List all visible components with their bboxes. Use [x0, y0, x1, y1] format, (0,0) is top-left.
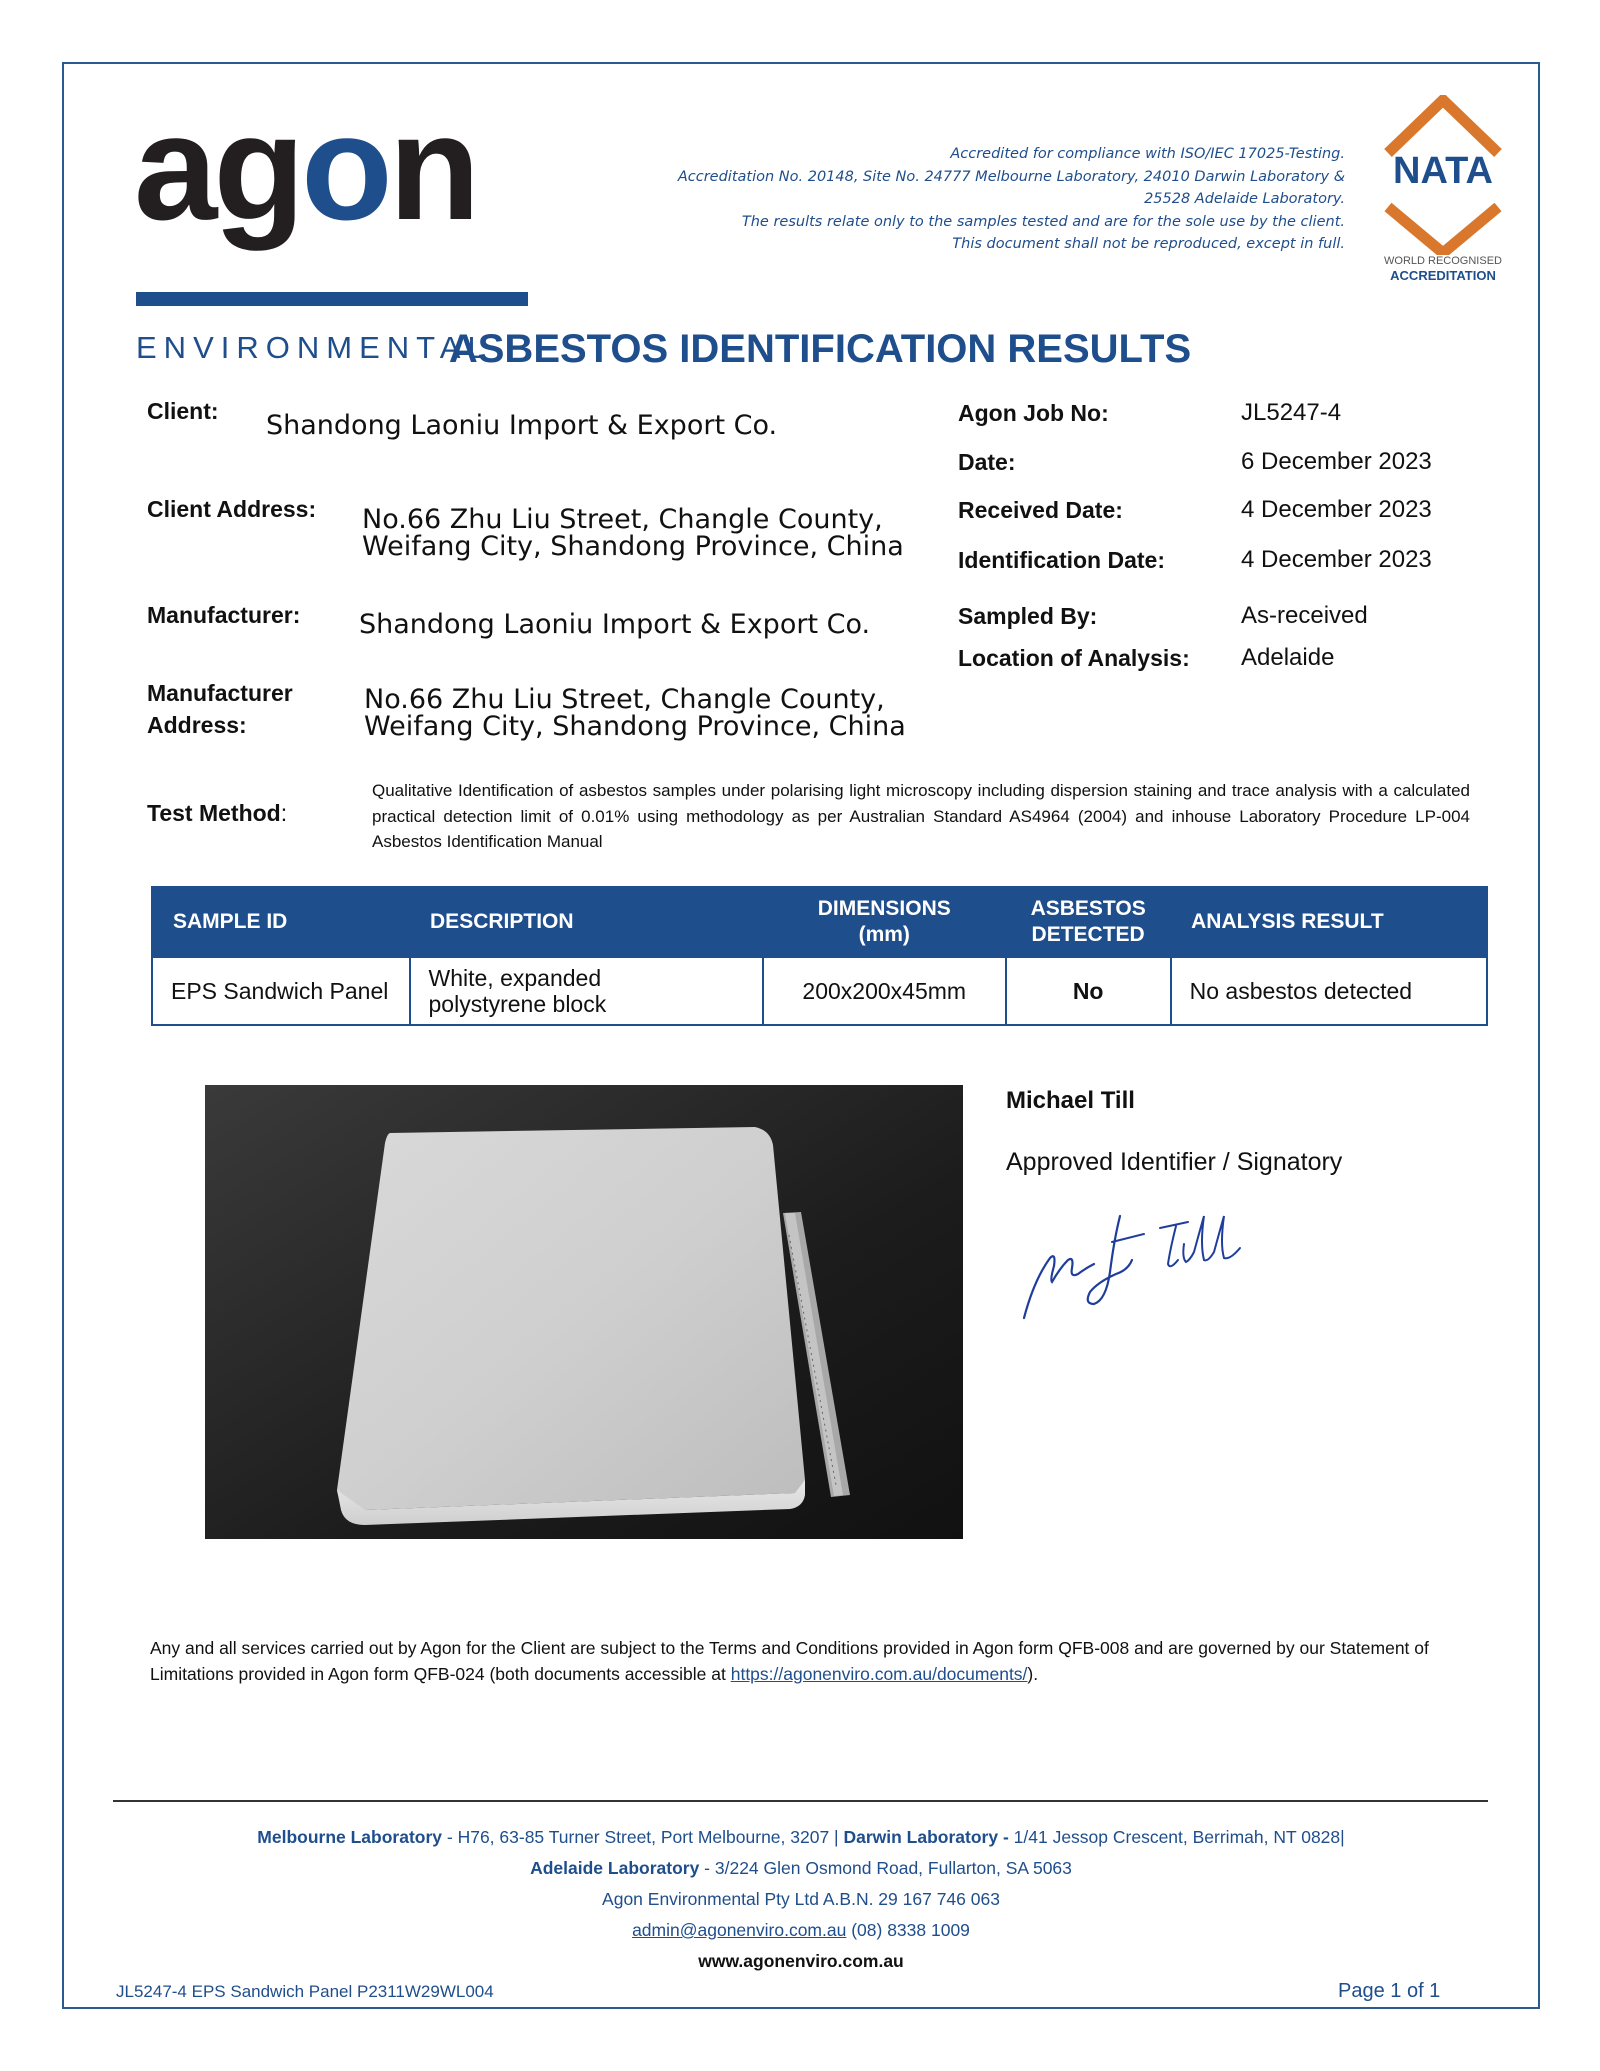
nata-subtitle: WORLD RECOGNISED [1384, 255, 1502, 267]
accreditation-text [585, 143, 1345, 256]
agon-logo [134, 83, 534, 365]
date-value: 6 December 2023 [1241, 448, 1432, 475]
test-method-colon: : [280, 800, 288, 826]
nata-logo [1378, 95, 1508, 285]
logo-o-letter: o [301, 83, 389, 251]
job-no-value: JL5247-4 [1241, 399, 1342, 426]
header-asbestos-line: DETECTED [1031, 923, 1145, 946]
footer-divider [113, 1800, 1488, 1802]
client-label: Client: [147, 398, 219, 424]
darwin-lab-address: 1/41 Jessop Crescent, Berrimah, NT 0828| [1008, 1827, 1345, 1847]
manufacturer-value: Shandong Laoniu Import & Export Co. [359, 609, 871, 640]
test-method-label [147, 800, 287, 827]
cell-dimensions: 200x200x45mm [763, 957, 1006, 1025]
cell-description-line: White, expanded [428, 965, 602, 991]
location-label: Location of Analysis: [958, 645, 1190, 671]
document-reference: JL5247-4 EPS Sandwich Panel P2311W29WL004 [116, 1982, 494, 2001]
logo-bar [136, 292, 528, 306]
table-header-row [152, 887, 1487, 957]
test-method-text: Qualitative Identification of asbestos samples under polarising light microscopy including dispersion staining and trace analysis with a calculated practical detection limit of 0.01% using methodology as per Australian Standard AS4964 (2004) and inhouse Laboratory Procedure LP-004 Asbestos Identification Manual [372, 781, 1470, 851]
footer-company: Agon Environmental Pty Ltd A.B.N. 29 167 746 063 [602, 1889, 1000, 1909]
manufacturer-address-label: Manufacturer [147, 680, 293, 706]
disclaimer-text-end: ). [1027, 1664, 1039, 1684]
footer-line-labs [62, 1822, 1540, 1853]
nata-accreditation: ACCREDITATION [1390, 268, 1496, 283]
manufacturer-address-line: No.66 Zhu Liu Street, Changle County, [364, 684, 885, 715]
signatory-role: Approved Identifier / Signatory [1006, 1148, 1343, 1176]
client-address-line: No.66 Zhu Liu Street, Changle County, [362, 504, 883, 535]
logo-subtitle: ENVIRONMENTAL [136, 330, 492, 365]
footer-line-adelaide [62, 1853, 1540, 1884]
header-asbestos-line: ASBESTOS [1030, 897, 1146, 920]
sample-photo-image [205, 1085, 963, 1539]
cell-sample-id: EPS Sandwich Panel [152, 957, 410, 1025]
documents-link[interactable]: https://agonenviro.com.au/documents/ [730, 1664, 1028, 1684]
cell-description-line: polystyrene block [428, 991, 607, 1017]
location-value: Adelaide [1241, 644, 1335, 671]
header-dimensions-line: (mm) [858, 923, 910, 946]
report-title: ASBESTOS IDENTIFICATION RESULTS [448, 327, 1192, 371]
cell-description [410, 957, 763, 1025]
client-value: Shandong Laoniu Import & Export Co. [266, 410, 778, 441]
signature-image [1020, 1200, 1250, 1330]
header-sample-id: SAMPLE ID [152, 887, 410, 957]
signatory-name: Michael Till [1006, 1087, 1135, 1114]
header-asbestos-detected [1006, 887, 1171, 957]
job-no-label: Agon Job No: [958, 400, 1109, 426]
client-address-label: Client Address: [147, 496, 317, 522]
adelaide-lab-label: Adelaide Laboratory [530, 1858, 700, 1878]
header-description: DESCRIPTION [410, 887, 763, 957]
page-number: Page 1 of 1 [1338, 1980, 1441, 2002]
disclaimer-text: Any and all services carried out by Agon for the Client are subject to the Terms and Conditions provided in Agon form QFB-008 and are governed by our Statement of Limitations provided in Agon form QFB-024 (both documents accessible at [150, 1638, 1429, 1684]
cell-analysis-result: No asbestos detected [1171, 957, 1487, 1025]
identification-date-label: Identification Date: [958, 547, 1166, 573]
sample-photo [205, 1085, 963, 1539]
manufacturer-label: Manufacturer: [147, 602, 301, 628]
footer-contact [62, 1915, 1540, 1946]
accreditation-line: 25528 Adelaide Laboratory. [1144, 191, 1345, 207]
melbourne-lab-label: Melbourne Laboratory [257, 1827, 443, 1847]
client-address-line: Weifang City, Shandong Province, China [362, 531, 904, 562]
manufacturer-address-label: Address: [147, 712, 247, 738]
footer-website[interactable]: www.agonenviro.com.au [698, 1951, 904, 1971]
header-dimensions [763, 887, 1006, 957]
results-table [151, 886, 1488, 1026]
manufacturer-address-line: Weifang City, Shandong Province, China [364, 711, 906, 742]
identification-date-value: 4 December 2023 [1241, 546, 1432, 573]
sampled-by-value: As-received [1241, 602, 1368, 629]
received-date-label: Received Date: [958, 497, 1123, 523]
table-row [152, 957, 1487, 1025]
header-dimensions-line: DIMENSIONS [817, 897, 951, 920]
accreditation-line: This document shall not be reproduced, except in full. [952, 236, 1345, 252]
footer [62, 1822, 1540, 1977]
logo-wordmark: agon [134, 83, 477, 251]
nata-word: NATA [1393, 150, 1493, 192]
darwin-lab-label: Darwin Laboratory - [843, 1827, 1009, 1847]
disclaimer [150, 1635, 1480, 1687]
test-method-label-text: Test Method [147, 800, 281, 826]
melbourne-lab-address: - H76, 63-85 Turner Street, Port Melbourne, 3207 | [442, 1827, 844, 1847]
cell-asbestos-detected: No [1006, 957, 1171, 1025]
accreditation-line: The results relate only to the samples tested and are for the sole use by the client. [741, 213, 1345, 230]
adelaide-lab-address: - 3/224 Glen Osmond Road, Fullarton, SA 5063 [699, 1858, 1072, 1878]
accreditation-line: Accredited for compliance with ISO/IEC 17025-Testing. [950, 146, 1345, 162]
footer-phone: (08) 8338 1009 [846, 1920, 970, 1940]
date-label: Date: [958, 449, 1016, 475]
header-analysis-result: ANALYSIS RESULT [1171, 887, 1487, 957]
received-date-value: 4 December 2023 [1241, 496, 1432, 523]
sampled-by-label: Sampled By: [958, 603, 1098, 629]
email-link[interactable]: admin@agonenviro.com.au [632, 1920, 847, 1940]
accreditation-line: Accreditation No. 20148, Site No. 24777 Melbourne Laboratory, 24010 Darwin Laboratory & [677, 168, 1345, 185]
